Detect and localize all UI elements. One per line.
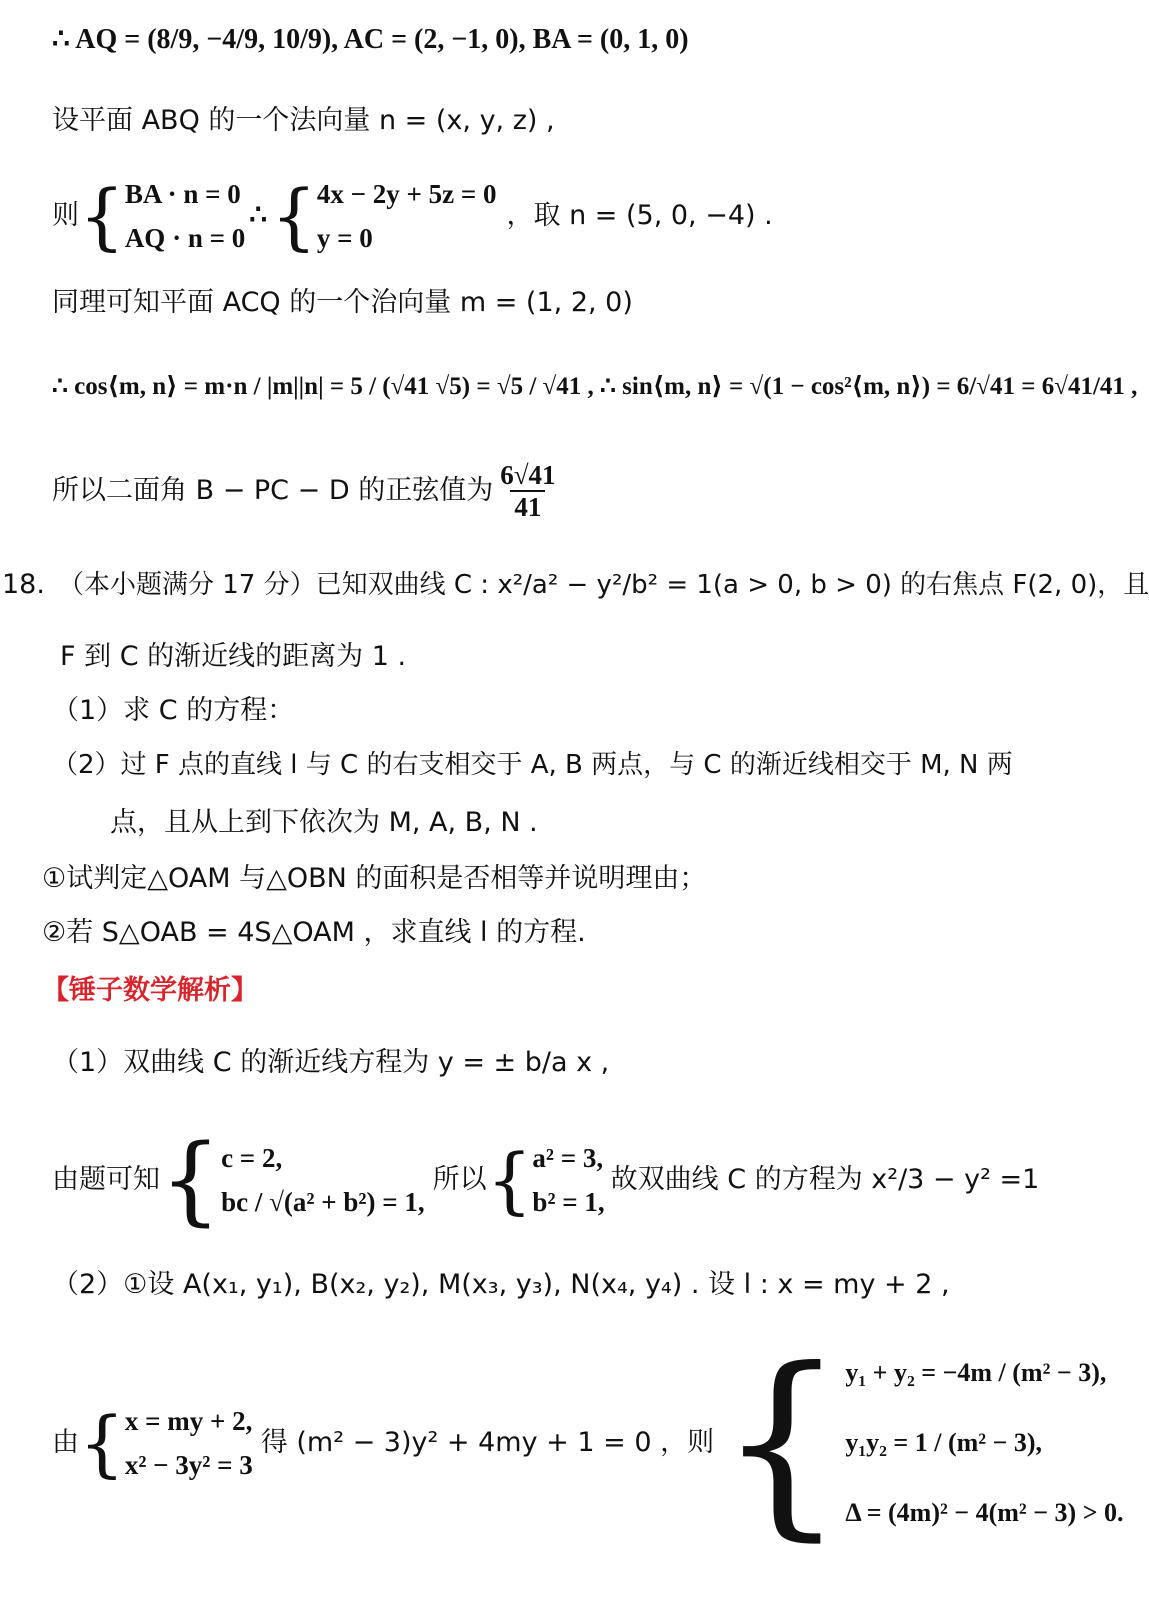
formula-cos-sin: ∴ cos⟨m, n⟩ = m·n / |m||n| = 5 / (√41 √5) = √5 / √41 , ∴ sin⟨m, n⟩ = √(1 − cos²⟨m, n⟩) = 6/√41 = 6√41/41 , bbox=[52, 373, 1138, 400]
solution-asymptote bbox=[52, 1046, 609, 1080]
solution-system-ab bbox=[52, 1120, 1039, 1240]
text-suoyi: 所以 bbox=[432, 1164, 487, 1195]
left-brace-1: { bbox=[79, 174, 125, 258]
eq-bc-ratio: bc / √(a² + b²) = 1, bbox=[221, 1187, 425, 1217]
text-ze: 则 bbox=[52, 200, 79, 231]
text-normal-vector-acq: 同理可知平面 ACQ 的一个治向量 m = (1, 2, 0) bbox=[52, 287, 633, 318]
line-normal-vector-acq bbox=[52, 286, 633, 320]
system-a2-b2 bbox=[532, 1136, 604, 1224]
left-brace-4: { bbox=[486, 1138, 533, 1222]
eq-y-0: y = 0 bbox=[316, 223, 373, 253]
q18-statement-b bbox=[60, 640, 406, 674]
text-take-n: ，取 n = (5, 0, −4) . bbox=[506, 200, 773, 231]
solution-heading-text: 【锤子数学解析】 bbox=[42, 975, 258, 1006]
solution-set-points bbox=[52, 1268, 950, 1302]
text-normal-vector-abq: 设平面 ABQ 的一个法向量 n = (x, y, z) , bbox=[52, 105, 555, 136]
solution-quadratic bbox=[52, 1326, 1124, 1559]
q18-part2b-text: 点，且从上到下依次为 M, A, B, N . bbox=[110, 807, 538, 838]
left-brace-3: { bbox=[160, 1124, 222, 1236]
fraction-num: 6√41 bbox=[500, 460, 556, 490]
solution-heading bbox=[42, 974, 258, 1008]
q18-subq-2 bbox=[42, 916, 586, 950]
q18-text-b: F 到 C 的渐近线的距离为 1 . bbox=[60, 641, 407, 672]
question-number-18 bbox=[2, 568, 45, 602]
eq-ba-n: BA · n = 0 bbox=[124, 179, 241, 209]
eq-b2-1: b² = 1, bbox=[532, 1187, 605, 1217]
q18-part1-text: （1）求 C 的方程： bbox=[52, 695, 295, 726]
text-quadratic: 得 (m² − 3)y² + 4my + 1 = 0 ，则 bbox=[260, 1427, 715, 1458]
eq-4x-2y-5z: 4x − 2y + 5z = 0 bbox=[316, 179, 497, 209]
q18-text-a: （本小题满分 17 分）已知双曲线 C : x²/a² − y²/b² = 1(a > 0, b > 0) 的右焦点 F(2, 0)，且 bbox=[58, 570, 1149, 600]
formula-vectors: ∴ AQ = (8/9, −4/9, 10/9), AC = (2, −1, 0), BA = (0, 1, 0) bbox=[52, 24, 689, 55]
system-c-bc bbox=[221, 1136, 425, 1224]
line-cos-sin bbox=[52, 352, 1137, 422]
q18-subq1-text: ①试判定△OAM 与△OBN 的面积是否相等并说明理由； bbox=[42, 863, 707, 894]
system-vieta bbox=[845, 1338, 1123, 1548]
solution-set-points-text: （2）①设 A(x₁, y₁), B(x₂, y₂), M(x₃, y₃), N(x₄, y₄) . 设 l : x = my + 2 , bbox=[52, 1269, 950, 1300]
eq-aq-n: AQ · n = 0 bbox=[124, 223, 246, 253]
eq-a2-3: a² = 3, bbox=[532, 1143, 604, 1173]
left-brace-6: { bbox=[718, 1326, 846, 1559]
eq-c-2: c = 2, bbox=[221, 1143, 283, 1173]
therefore-symbol: ∴ bbox=[249, 200, 268, 231]
text-hyperbola-equation: 故双曲线 C 的方程为 x²/3 − y² =1 bbox=[610, 1164, 1040, 1195]
q18-part-2b bbox=[110, 806, 538, 840]
q18-part2a-text: （2）过 F 点的直线 l 与 C 的右支相交于 A, B 两点，与 C 的渐近线相交于 M, N 两 bbox=[52, 750, 1013, 780]
text-you: 由 bbox=[52, 1427, 79, 1458]
solution-asymptote-text: （1）双曲线 C 的渐近线方程为 y = ± b/a x , bbox=[52, 1047, 610, 1078]
eq-sum-roots: y₁ + y₂ = −4m / (m² − 3), bbox=[845, 1358, 1107, 1387]
q18-statement-a bbox=[58, 568, 1149, 602]
text-dihedral-sine: 所以二面角 B − PC − D 的正弦值为 bbox=[52, 475, 494, 506]
eq-product-roots: y₁y₂ = 1 / (m² − 3), bbox=[845, 1428, 1043, 1457]
q18-subq2-text: ②若 S△OAB = 4S△OAM ，求直线 l 的方程. bbox=[42, 917, 586, 948]
eq-x2-3y2: x² − 3y² = 3 bbox=[124, 1450, 253, 1480]
q18-number: 18. bbox=[2, 569, 45, 600]
line-dihedral-sine bbox=[52, 454, 563, 528]
line-system-n bbox=[52, 168, 773, 264]
eq-x-my-2: x = my + 2, bbox=[124, 1406, 253, 1436]
eq-discriminant: Δ = (4m)² − 4(m² − 3) > 0. bbox=[845, 1498, 1124, 1527]
system-linear bbox=[317, 172, 497, 260]
q18-part-1 bbox=[52, 694, 294, 728]
left-brace-5: { bbox=[79, 1401, 125, 1485]
q18-part-2a bbox=[52, 748, 1013, 782]
q18-subq-1 bbox=[42, 862, 706, 896]
system-dot-products bbox=[125, 172, 245, 260]
system-line-hyperbola bbox=[125, 1399, 253, 1487]
fraction-den: 41 bbox=[510, 490, 545, 522]
left-brace-2: { bbox=[271, 174, 317, 258]
text-youtikezhi: 由题可知 bbox=[52, 1164, 160, 1195]
line-normal-vector-abq bbox=[52, 104, 555, 138]
line-vectors-aq-ac-ba bbox=[52, 6, 689, 74]
fraction-6sqrt41-41 bbox=[496, 460, 559, 522]
